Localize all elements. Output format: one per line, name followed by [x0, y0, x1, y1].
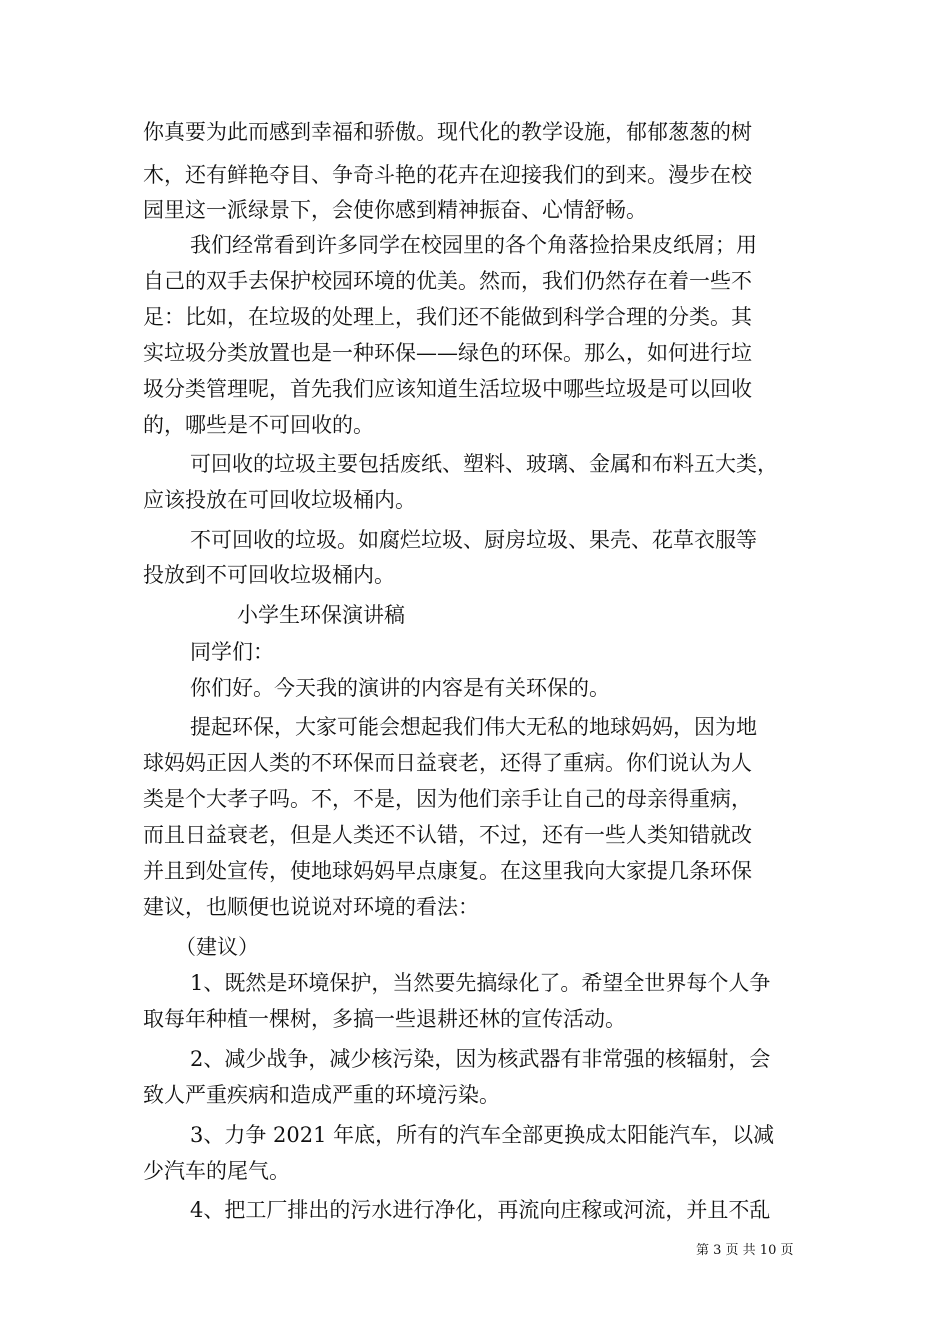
paragraph-start: 可回收的垃圾主要包括废纸、塑料、玻璃、金属和布料五大类， — [190, 452, 778, 476]
text-line: 取每年种植一棵树，多搞一些退耕还林的宣传活动。 — [143, 1007, 626, 1031]
text-line: 应该投放在可回收垃圾桶内。 — [143, 488, 416, 512]
list-item: 4、把工厂排出的污水进行净化，再流向庄稼或河流，并且不乱 — [190, 1198, 771, 1222]
greeting: 同学们： — [190, 640, 274, 664]
list-item: 1、既然是环境保护，当然要先搞绿化了。希望全世界每个人争 — [190, 971, 771, 995]
text-line: 园里这一派绿景下，会使你感到精神振奋、心情舒畅。 — [143, 198, 647, 222]
text-line: 并且到处宣传，使地球妈妈早点康复。在这里我向大家提几条环保 — [143, 859, 752, 883]
paragraph-start: 提起环保，大家可能会想起我们伟大无私的地球妈妈，因为地 — [190, 715, 757, 739]
text-line: 投放到不可回收垃圾桶内。 — [143, 563, 395, 587]
text-line: 少汽车的尾气。 — [143, 1159, 290, 1183]
text-line: 圾分类管理呢，首先我们应该知道生活垃圾中哪些垃圾是可以回收 — [143, 377, 752, 401]
paragraph-start: 我们经常看到许多同学在校园里的各个角落捡拾果皮纸屑；用 — [190, 233, 757, 257]
text-line: 自己的双手去保护校园环境的优美。然而，我们仍然存在着一些不 — [143, 269, 752, 293]
section-heading: （建议） — [175, 935, 259, 959]
text-line: 致人严重疾病和造成严重的环境污染。 — [143, 1083, 500, 1107]
list-item: 2、减少战争，减少核污染，因为核武器有非常强的核辐射，会 — [190, 1047, 771, 1071]
text-line: 类是个大孝子吗。不，不是，因为他们亲手让自己的母亲得重病， — [143, 787, 752, 811]
speech-title: 小学生环保演讲稿 — [237, 603, 405, 627]
page-number: 第 3 页 共 10 页 — [696, 1243, 794, 1258]
paragraph-start: 不可回收的垃圾。如腐烂垃圾、厨房垃圾、果壳、花草衣服等 — [190, 528, 757, 552]
text-line: 球妈妈正因人类的不环保而日益衰老，还得了重病。你们说认为人 — [143, 751, 752, 775]
text-line: 你真要为此而感到幸福和骄傲。现代化的教学设施，郁郁葱葱的树 — [143, 120, 752, 144]
text-line: 实垃圾分类放置也是一种环保——绿色的环保。那么，如何进行垃 — [143, 341, 752, 365]
text-line: 的，哪些是不可回收的。 — [143, 413, 374, 437]
list-item: 3、力争 2021 年底，所有的汽车全部更换成太阳能汽车，以减 — [190, 1123, 775, 1147]
text-line: 而且日益衰老，但是人类还不认错，不过，还有一些人类知错就改 — [143, 823, 752, 847]
text-line: 建议，也顺便也说说对环境的看法： — [143, 895, 479, 919]
text-line: 足：比如，在垃圾的处理上，我们还不能做到科学合理的分类。其 — [143, 305, 752, 329]
text-line: 木，还有鲜艳夺目、争奇斗艳的花卉在迎接我们的到来。漫步在校 — [143, 163, 752, 187]
paragraph-start: 你们好。今天我的演讲的内容是有关环保的。 — [190, 676, 610, 700]
